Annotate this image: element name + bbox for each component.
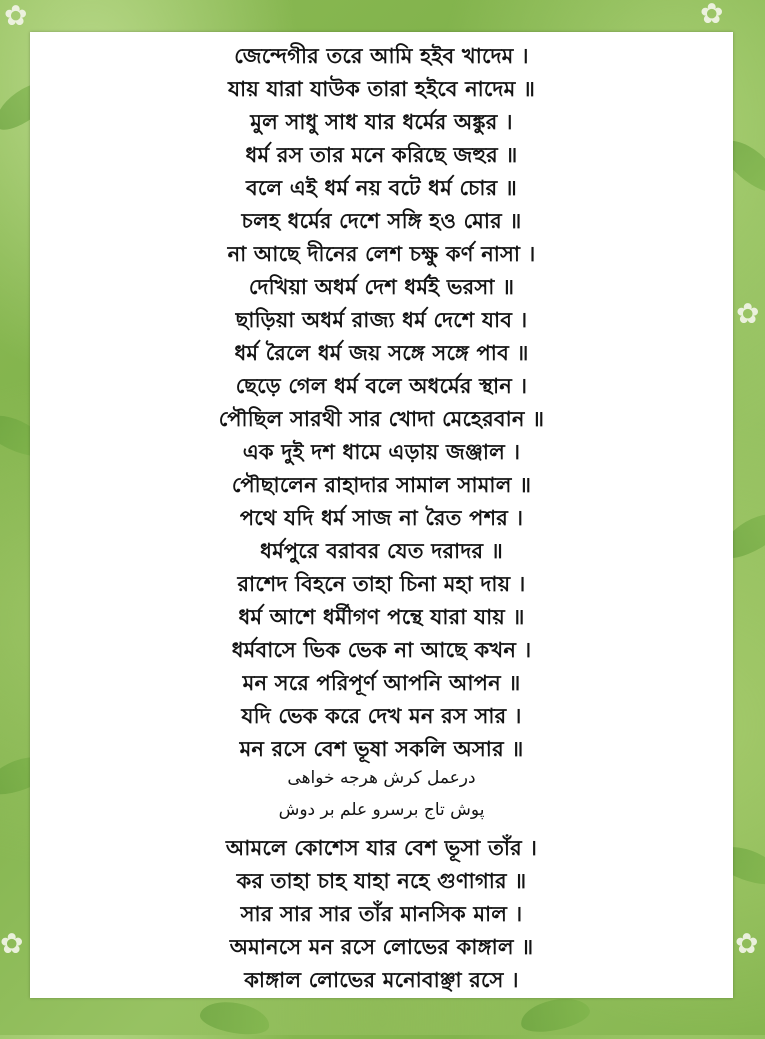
poem-line: ধর্ম আশে ধর্মীগণ পন্থে যারা যায় ॥ (238, 605, 525, 629)
poem-line: কাঙ্গাল লোভের মনোবাঞ্ছা রসে । (244, 968, 519, 992)
poem-line: মন সরে পরিপূর্ণ আপনি আপন ॥ (242, 671, 521, 695)
poem-line: ধর্মপুরে বরাবর যেত দরাদর ॥ (260, 539, 503, 563)
poem-line: মুল সাধু সাধ যার ধর্মের অঙ্কুর । (250, 110, 513, 134)
background-leaf (198, 997, 272, 1039)
poem-line: দেখিয়া অধর্ম দেশ ধর্মই ভরসা ॥ (248, 275, 515, 299)
background-flower-icon: ✿ (735, 927, 759, 960)
poem-line: বলে এই ধর্ম নয় বটে ধর্ম চোর ॥ (246, 176, 517, 200)
poem-line: না আছে দীনের লেশ চক্ষু কর্ণ নাসা । (227, 242, 536, 266)
background-leaf (518, 993, 593, 1037)
background-flower-icon: ✿ (736, 297, 760, 330)
poem-line: জেন্দেগীর তরে আমি হইব খাদেম । (234, 44, 529, 68)
poem-line: পৌছিল সারথী সার খোদা মেহেরবান ॥ (218, 407, 545, 431)
poem-line: রাশেদ বিহনে তাহা চিনা মহা দায় । (237, 572, 526, 596)
poem-line: চলহ ধর্মের দেশে সঙ্গি হও মোর ॥ (241, 209, 522, 233)
poem-line: পৌছালেন রাহাদার সামাল সামাল ॥ (231, 473, 532, 497)
poem-line: সার সার সার তাঁর মানসিক মাল । (240, 902, 523, 926)
background-flower-icon: ✿ (700, 0, 724, 30)
poem-line: এক দুই দশ ধামে এড়ায় জঞ্জাল । (242, 440, 521, 464)
poem-page (30, 32, 733, 998)
persian-couplet-line: درعمل کرش هرجه خواهی (287, 768, 476, 788)
poem-line: যায় যারা যাউক তারা হইবে নাদেম ॥ (227, 77, 536, 101)
poem-line: অমানসে মন রসে লোভের কাঙ্গাল ॥ (229, 935, 534, 959)
background-flower-icon: ✿ (4, 0, 28, 32)
poem-line: যদি ভেক করে দেখ মন রস সার । (241, 704, 522, 728)
poem-line: ধর্ম রৈলে ধর্ম জয় সঙ্গে সঙ্গে পাব ॥ (234, 341, 529, 365)
poem-line: ছেড়ে গেল ধর্ম বলে অধর্মের স্থান । (235, 374, 528, 398)
poem-line: ধর্ম রস তার মনে করিছে জহুর ॥ (245, 143, 518, 167)
poem-line: ছাড়িয়া অধর্ম রাজ্য ধর্ম দেশে যাব । (235, 308, 528, 332)
poem-line: আমলে কোশেস যার বেশ ভূসা তাঁর । (225, 836, 538, 860)
background-flower-icon: ✿ (0, 927, 24, 960)
persian-couplet-line: پوش تاج برسرو علم بر دوش (278, 800, 485, 820)
poem-line: পথে যদি ধর্ম সাজ না রৈত পশর । (239, 506, 524, 530)
poem-line: মন রসে বেশ ভূষা সকলি অসার ॥ (239, 737, 524, 761)
poem-line: কর তাহা চাহ যাহা নহে গুণাগার ॥ (236, 869, 527, 893)
poem-line: ধর্মবাসে ভিক ভেক না আছে কখন । (231, 638, 532, 662)
